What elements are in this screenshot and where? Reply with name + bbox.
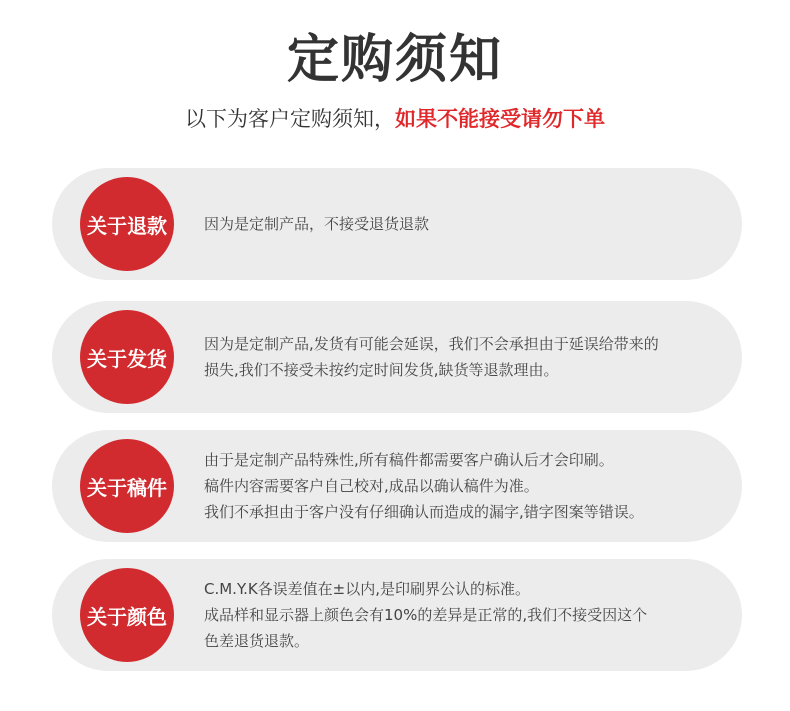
section-badge-refund: 关于退款 <box>80 177 174 271</box>
section-line: 我们不承担由于客户没有仔细确认而造成的漏字,错字图案等错误。 <box>204 503 644 521</box>
subtitle-normal-text: 以下为客户定购须知， <box>185 107 395 131</box>
section-line: 由于是定制产品特殊性,所有稿件都需要客户确认后才会印刷。 <box>204 451 614 469</box>
section-line: 色差退货退款。 <box>204 632 310 650</box>
page-title: 定购须知 <box>286 30 503 90</box>
section-text-shipping <box>204 301 726 413</box>
section-text-refund <box>204 168 726 280</box>
subtitle-warning-text: 如果不能接受请勿下单 <box>395 107 605 131</box>
section-line: 损失,我们不接受未按约定时间发货,缺货等退款理由。 <box>204 361 559 379</box>
section-text-color <box>204 559 726 671</box>
section-line: 因为是定制产品，不接受退货退款 <box>204 215 430 233</box>
section-line: 因为是定制产品,发货有可能会延误，我们不会承担由于延误给带来的 <box>204 335 659 353</box>
section-line: 成品样和显示器上颜色会有10%的差异是正常的,我们不接受因这个 <box>204 606 648 624</box>
section-badge-shipping: 关于发货 <box>80 310 174 404</box>
notice-card-color <box>52 559 742 671</box>
notice-card-refund <box>52 168 742 280</box>
notice-card-shipping <box>52 301 742 413</box>
section-line: 稿件内容需要客户自己校对,成品以确认稿件为准。 <box>204 477 539 495</box>
page-subtitle <box>0 104 790 134</box>
section-badge-artwork: 关于稿件 <box>80 439 174 533</box>
section-line: C.M.Y.K各误差值在±以内,是印刷界公认的标准。 <box>204 580 531 598</box>
notice-card-artwork <box>52 430 742 542</box>
section-badge-color: 关于颜色 <box>80 568 174 662</box>
section-text-artwork <box>204 430 726 542</box>
